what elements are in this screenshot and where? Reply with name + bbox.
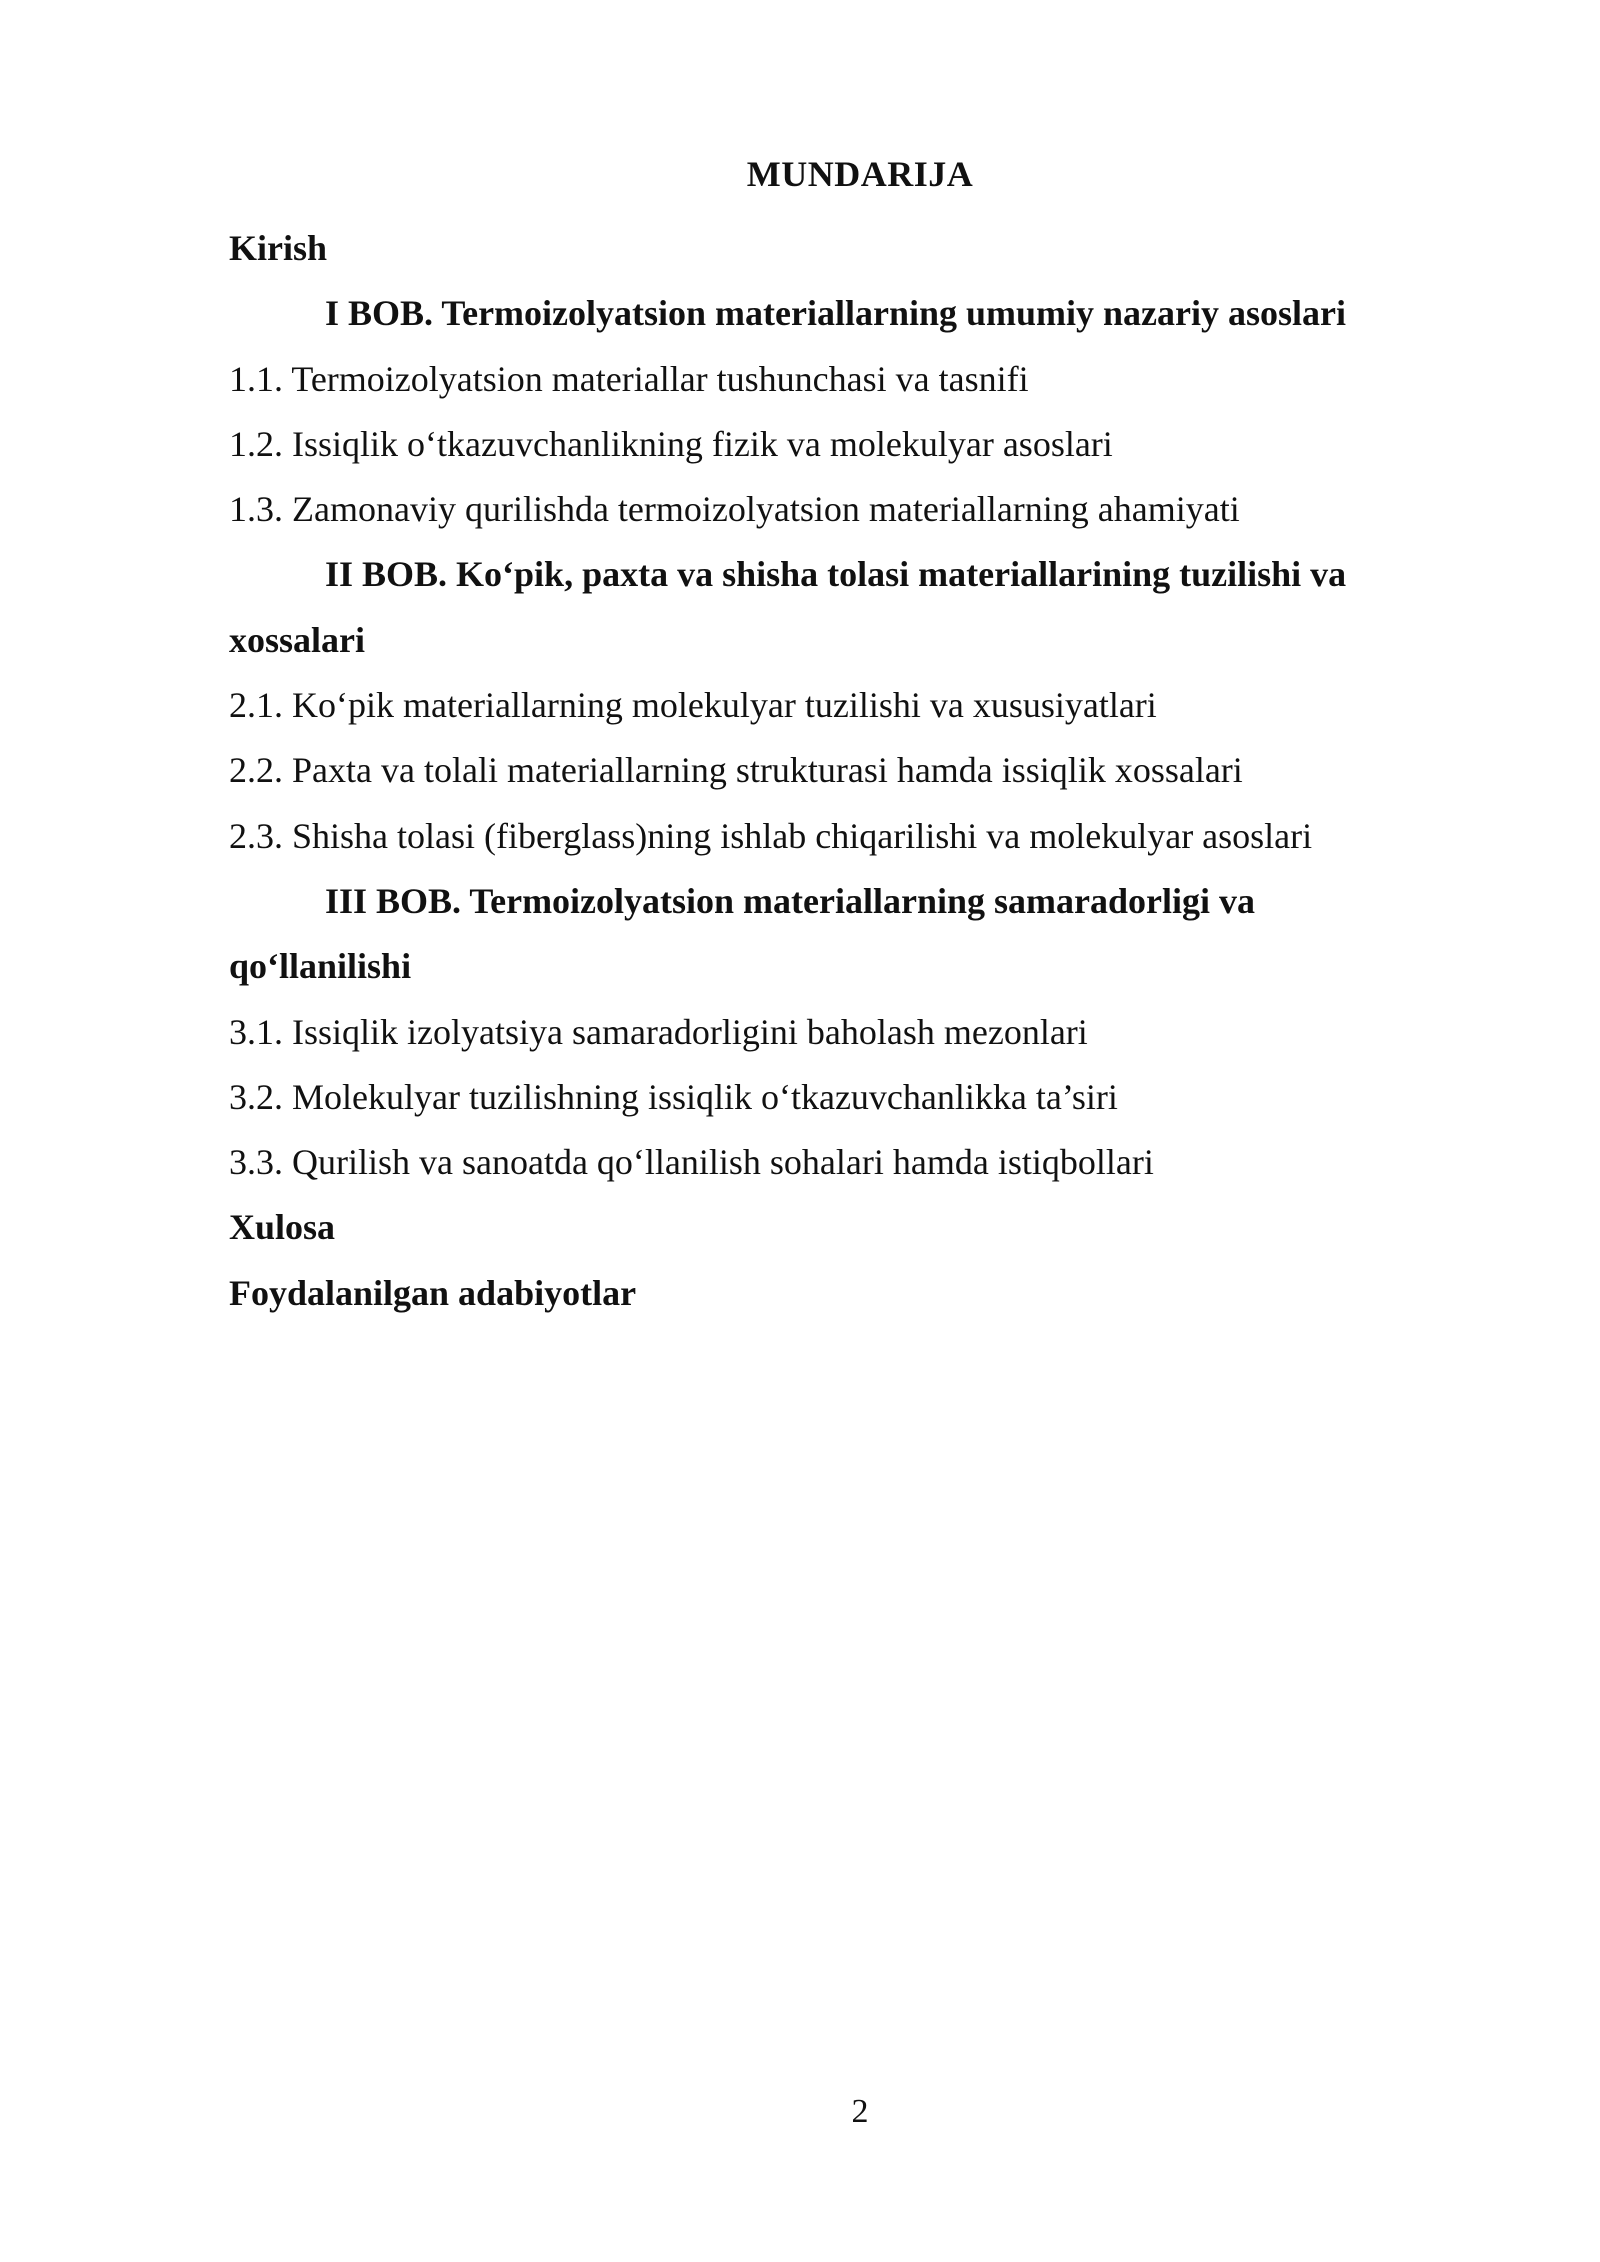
toc-section-3-3: 3.3. Qurilish va sanoatda qo‘llanilish sohalari hamda istiqbollari (229, 1142, 1154, 1183)
toc-entry-references: Foydalanilgan adabiyotlar (229, 1272, 637, 1313)
toc-section-1-2: 1.2. Issiqlik o‘tkazuvchanlikning fizik va molekulyar asoslari (229, 423, 1113, 464)
toc-chapter-2: II BOB. Ko‘pik, paxta va shisha tolasi materiallarining tuzilishi va xossalari (229, 554, 1347, 660)
toc-entry-introduction: Kirish (229, 228, 328, 268)
toc-section-2-2: 2.2. Paxta va tolali materiallarning strukturasi hamda issiqlik xossalari (229, 750, 1243, 791)
toc-chapter-1: I BOB. Termoizolyatsion materiallarning umumiy nazariy asoslari (325, 293, 1347, 334)
toc-entry-conclusion: Xulosa (229, 1207, 336, 1248)
toc-section-3-2: 3.2. Molekulyar tuzilishning issiqlik o‘tkazuvchanlikka ta’siri (229, 1076, 1118, 1117)
toc-section-2-1: 2.1. Ko‘pik materiallarning molekulyar tuzilishi va xususiyatlari (229, 685, 1157, 726)
toc-section-2-3: 2.3. Shisha tolasi (fiberglass)ning ishlab chiqarilishi va molekulyar asoslari (229, 815, 1313, 856)
toc-section-1-1: 1.1. Termoizolyatsion materiallar tushunchasi va tasnifi (229, 358, 1029, 399)
toc-chapter-3: III BOB. Termoizolyatsion materiallarning samaradorligi va qo‘llanilishi (229, 880, 1256, 987)
toc-section-1-3: 1.3. Zamonaviy qurilishda termoizolyatsion materiallarning ahamiyati (229, 489, 1240, 530)
page-title: MUNDARIJA (746, 154, 974, 194)
page-number: 2 (851, 2093, 869, 2130)
table-of-contents (229, 216, 1399, 1326)
toc-section-3-1: 3.1. Issiqlik izolyatsiya samaradorligini baholash mezonlari (229, 1011, 1088, 1052)
